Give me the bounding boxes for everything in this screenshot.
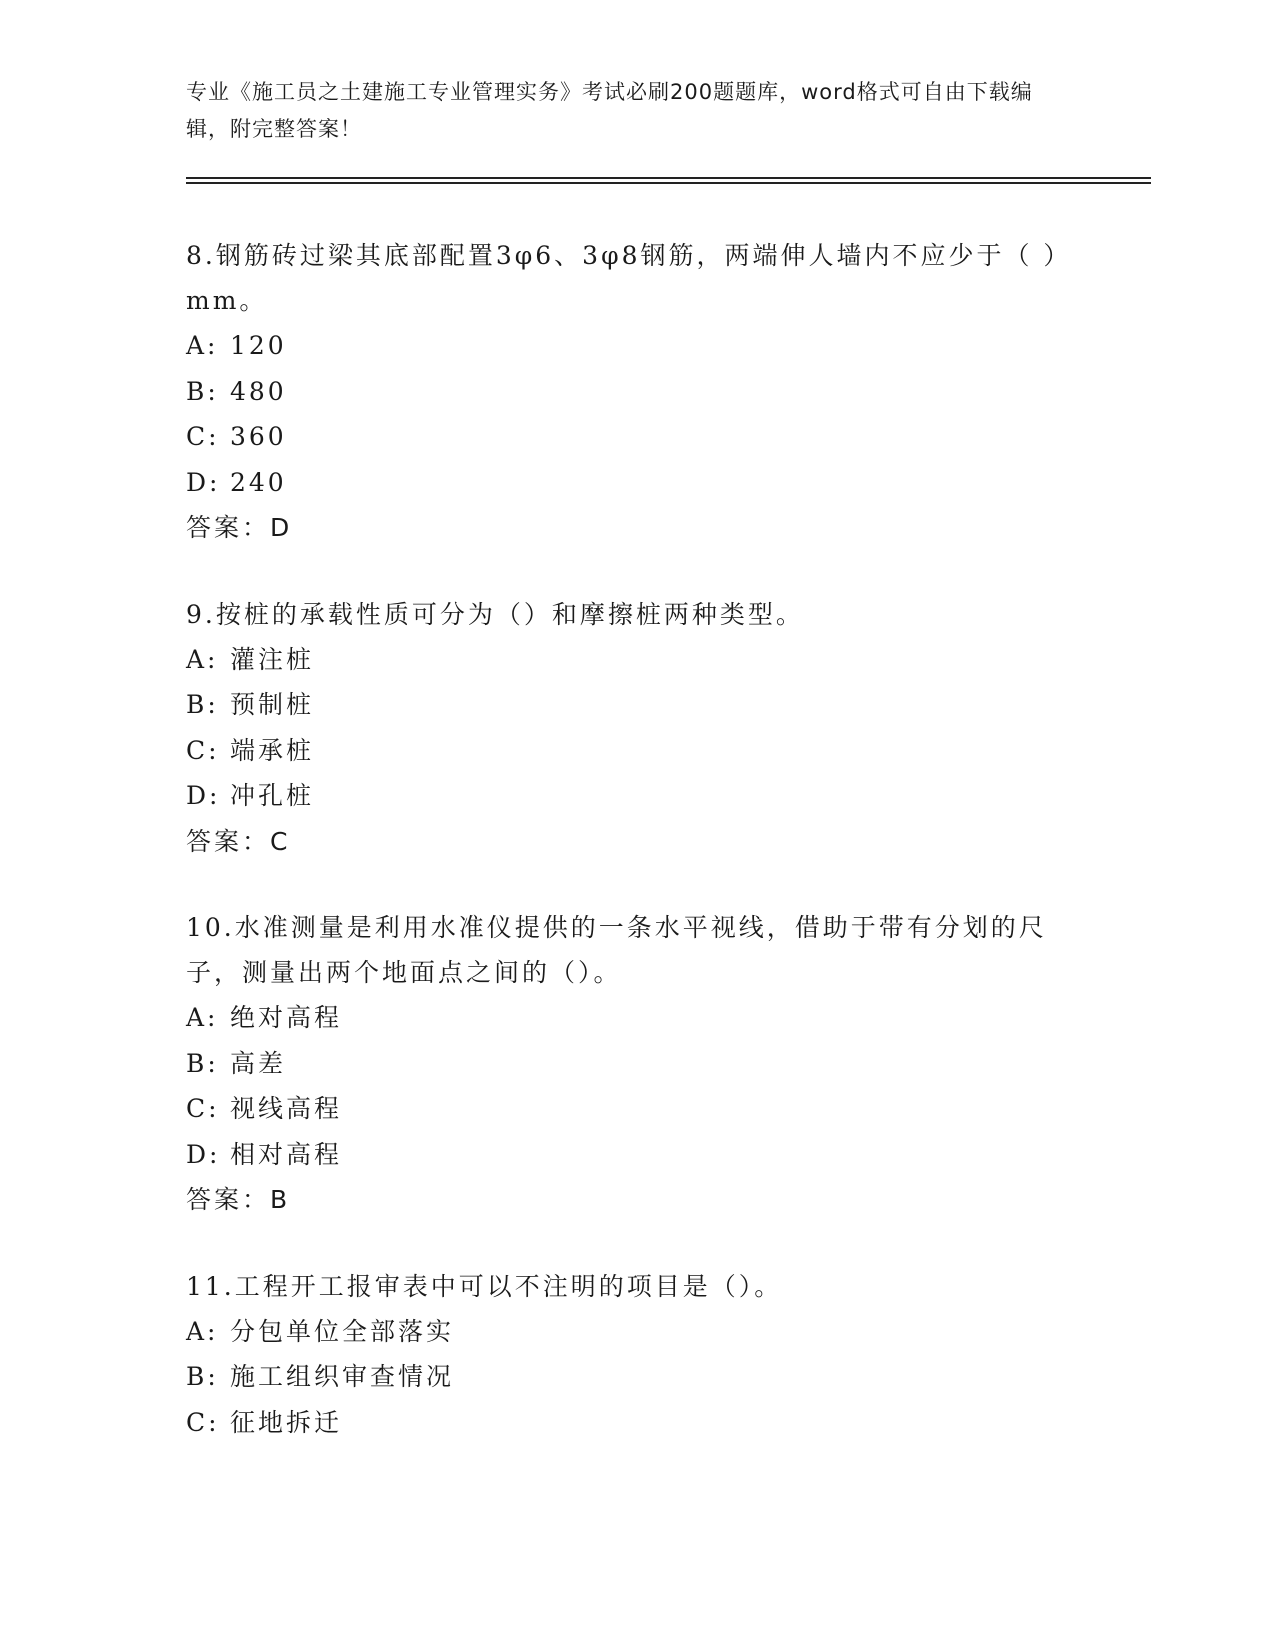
option-a [186,323,1086,369]
option-text: 端承桩 [230,735,315,765]
option-text: 高差 [230,1048,287,1078]
option-text: 240 [230,467,287,497]
option-a [186,995,1086,1041]
option-c [186,1400,1086,1446]
option-text: 灌注桩 [230,644,315,674]
header-divider-top [186,177,1151,179]
option-a [186,1309,1086,1355]
document-header: 专业《施工员之土建施工专业管理实务》考试必刷200题题库，word格式可自由下载编辑，附完整答案！ [186,80,1033,141]
option-c [186,1086,1086,1132]
option-text: 视线高程 [230,1094,343,1123]
option-label: A: [186,644,219,674]
option-text: 预制桩 [230,690,315,719]
option-b [186,682,1086,728]
option-b [186,369,1086,415]
option-label: C: [186,1094,220,1123]
option-text: 分包单位全部落实 [230,1316,455,1346]
option-b [186,1041,1086,1087]
option-label: B: [186,1362,219,1391]
question-text: 11.工程开工报审表中可以不注明的项目是（）。 [186,1271,783,1301]
option-label: C: [186,422,220,451]
option-label: B: [186,690,219,719]
question-text: 9.按桩的承载性质可分为（）和摩擦桩两种类型。 [186,599,804,629]
option-d [186,460,1086,506]
answer: 答案：D [186,513,293,542]
option-text: 征地拆迁 [230,1407,343,1437]
question-10 [186,905,1086,1223]
option-text: 480 [230,376,287,406]
question-11 [186,1264,1086,1446]
option-d [186,1132,1086,1178]
question-list [186,233,1086,1486]
option-label: D: [186,781,221,810]
question-8 [186,233,1086,551]
option-label: A: [186,1003,219,1032]
option-text: 相对高程 [230,1139,343,1169]
option-a [186,637,1086,683]
option-text: 绝对高程 [230,1003,343,1032]
option-label: C: [186,1407,220,1437]
option-label: D: [186,1139,221,1169]
option-d [186,773,1086,819]
option-label: D: [186,467,221,497]
option-text: 施工组织审查情况 [230,1362,455,1391]
option-label: A: [186,331,219,360]
question-9 [186,592,1086,865]
option-b [186,1354,1086,1400]
option-text: 冲孔桩 [230,781,315,810]
question-text: 10.水准测量是利用水准仪提供的一条水平视线，借助于带有分划的尺子，测量出两个地面点之间的（）。 [186,913,1047,987]
header-divider-bottom [186,182,1151,184]
answer: 答案：C [186,826,291,856]
option-label: A: [186,1316,219,1346]
option-c [186,414,1086,460]
answer: 答案：B [186,1185,291,1214]
option-text: 120 [230,331,287,360]
option-text: 360 [230,422,287,451]
option-label: B: [186,1048,219,1078]
option-c [186,728,1086,774]
option-label: B: [186,376,219,406]
option-label: C: [186,735,220,765]
question-text: 8.钢筋砖过梁其底部配置3φ6、3φ8钢筋，两端伸人墙内不应少于（ ）mm。 [186,241,1072,315]
